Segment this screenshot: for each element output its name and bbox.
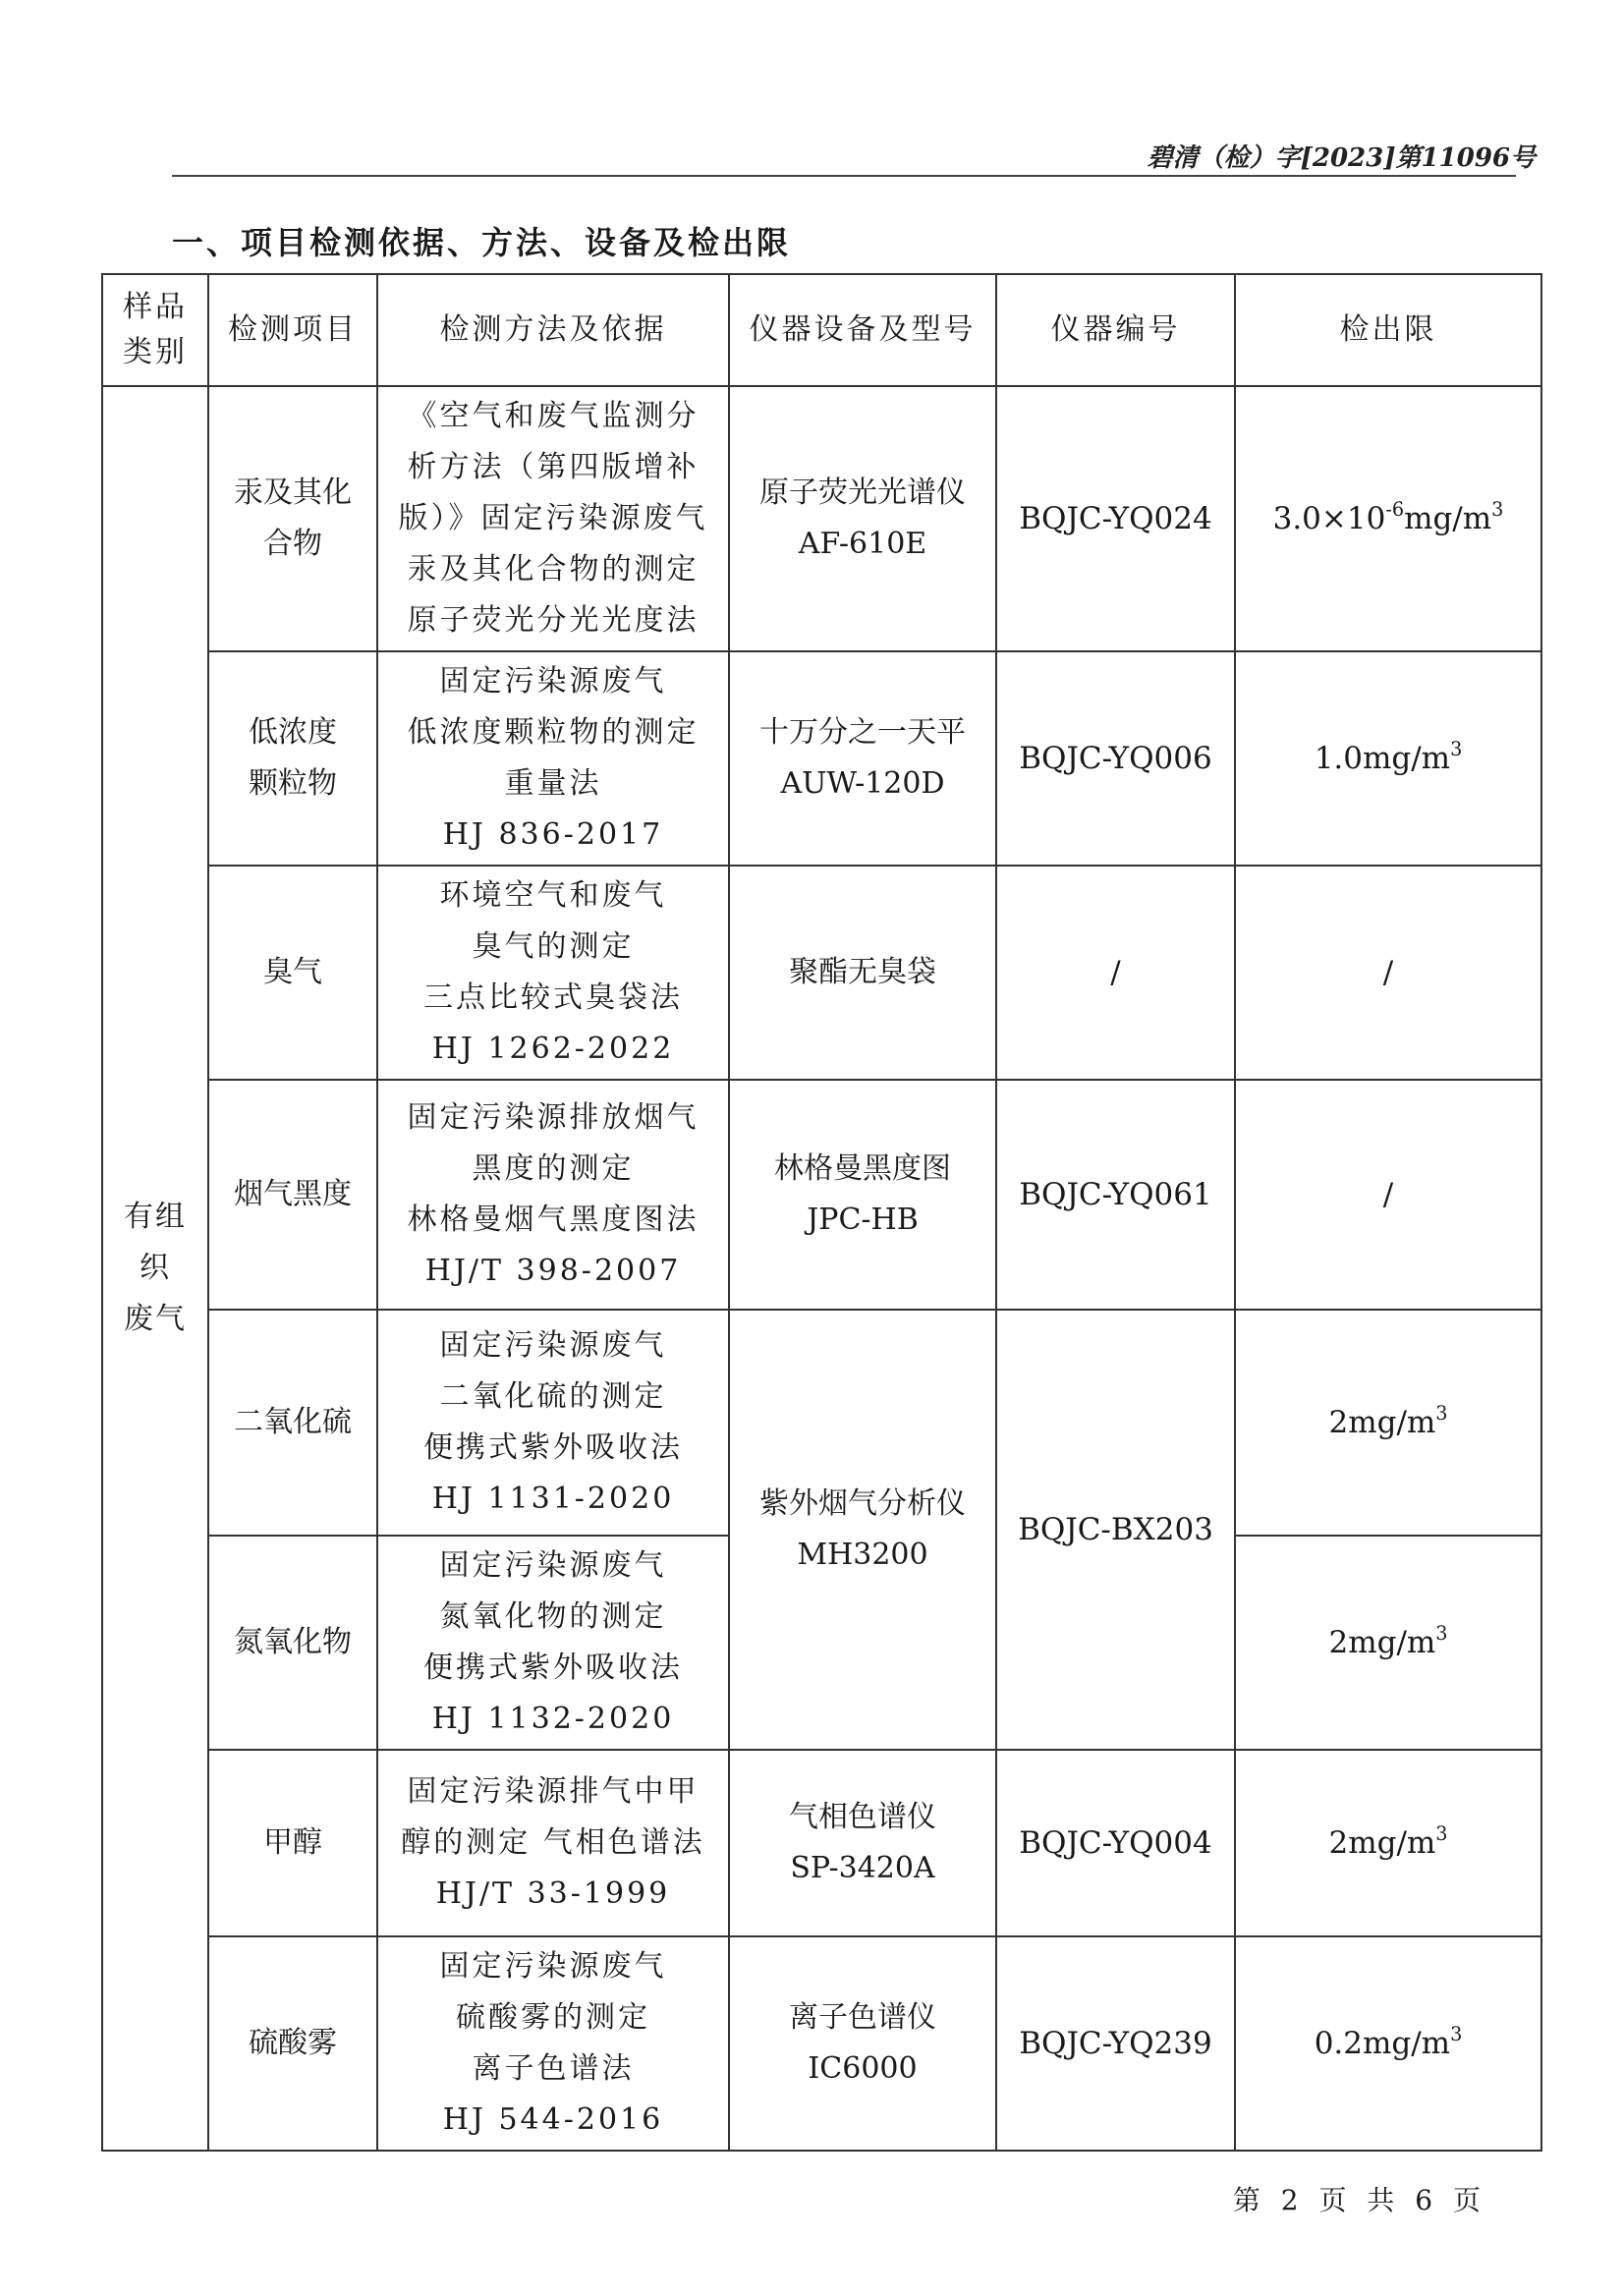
method-line: HJ/T 33-1999 — [435, 1876, 671, 1911]
instrument-line: AF-610E — [798, 527, 927, 561]
method-cell — [377, 1750, 729, 1936]
item-line: 甲醇 — [263, 1825, 322, 1860]
item-line: 低浓度 — [249, 715, 337, 750]
limit-unit: mg/m — [1363, 741, 1451, 776]
method-line: 版）》固定污染源废气 — [398, 501, 708, 535]
method-line: HJ 1262-2022 — [431, 1032, 675, 1066]
detection-limit-cell — [1235, 1310, 1541, 1536]
detection-limit-cell — [1235, 386, 1541, 651]
method-line: 三点比较式臭袋法 — [423, 980, 683, 1015]
method-line: HJ 544-2016 — [442, 2102, 664, 2137]
method-line: HJ 1132-2020 — [431, 1702, 675, 1736]
item-cell — [208, 1536, 377, 1750]
header-instrument: 仪器设备及型号 — [729, 274, 996, 386]
method-line: HJ 1131-2020 — [431, 1482, 675, 1516]
instrument-code-cell: BQJC-BX203 — [996, 1310, 1235, 1750]
instrument-line: 气相色谱仪 — [789, 1800, 936, 1834]
method-line: 固定污染源废气 — [439, 1328, 667, 1363]
table-row — [102, 1750, 1541, 1936]
method-line: 重量法 — [504, 766, 602, 801]
method-cell — [377, 1536, 729, 1750]
header-category-line: 样品 — [123, 290, 188, 324]
instrument-line: 离子色谱仪 — [789, 2000, 936, 2035]
method-line: 硫酸雾的测定 — [456, 2000, 650, 2035]
limit-unit-exponent: 3 — [1435, 1821, 1448, 1845]
limit-unit: mg/m — [1348, 1405, 1436, 1440]
method-line: 林格曼烟气黑度图法 — [407, 1203, 700, 1237]
method-cell — [377, 386, 729, 651]
header-item: 检测项目 — [208, 274, 377, 386]
section-title: 一、项目检测依据、方法、设备及检出限 — [172, 224, 792, 261]
document-number: 碧清（检）字[2023]第11096号 — [1147, 143, 1536, 173]
method-cell — [377, 1936, 729, 2151]
instrument-cell — [729, 866, 996, 1080]
instrument-code-cell: BQJC-YQ004 — [996, 1750, 1235, 1936]
item-cell — [208, 866, 377, 1080]
method-line: 便携式紫外吸收法 — [423, 1430, 683, 1465]
method-cell — [377, 651, 729, 866]
table-row — [102, 1936, 1541, 2151]
table-row — [102, 651, 1541, 866]
method-line: 臭气的测定 — [472, 929, 635, 964]
category-line: 废气 — [124, 1302, 187, 1336]
method-line: 析方法（第四版增补 — [407, 450, 700, 484]
method-line: HJ 836-2017 — [442, 817, 664, 852]
instrument-line: 聚酯无臭袋 — [789, 955, 936, 989]
item-line: 二氧化硫 — [234, 1405, 352, 1439]
instrument-code-cell: / — [996, 866, 1235, 1080]
detection-table — [101, 273, 1542, 2152]
item-line: 合物 — [263, 527, 322, 561]
limit-unit-exponent: 3 — [1435, 1621, 1448, 1645]
limit-unit-exponent: 3 — [1435, 1401, 1448, 1425]
instrument-line: 原子荧光光谱仪 — [759, 476, 966, 510]
limit-value: 0.2 — [1314, 2026, 1363, 2061]
method-line: 固定污染源废气 — [439, 1548, 667, 1583]
item-cell — [208, 1310, 377, 1536]
method-line: 原子荧光分光光度法 — [407, 603, 700, 638]
method-line: 固定污染源废气 — [439, 1949, 667, 1984]
method-line: HJ/T 398-2007 — [424, 1254, 682, 1288]
method-line: 黑度的测定 — [472, 1151, 635, 1186]
instrument-cell — [729, 386, 996, 651]
instrument-line: JPC-HB — [807, 1203, 919, 1237]
table-row — [102, 386, 1541, 651]
header-category-line: 类别 — [123, 335, 188, 369]
page-number: 第 2 页 共 6 页 — [1232, 2184, 1486, 2216]
table-row — [102, 1080, 1541, 1310]
detection-limit-cell — [1235, 651, 1541, 866]
method-line: 低浓度颗粒物的测定 — [407, 715, 700, 750]
item-line: 硫酸雾 — [249, 2026, 337, 2060]
instrument-cell — [729, 1936, 996, 2151]
method-cell — [377, 1080, 729, 1310]
header-category — [102, 274, 208, 386]
instrument-code-cell: BQJC-YQ239 — [996, 1936, 1235, 2151]
item-cell — [208, 1750, 377, 1936]
instrument-line: 紫外烟气分析仪 — [759, 1486, 966, 1521]
detection-limit-cell — [1235, 1536, 1541, 1750]
item-line: 臭气 — [263, 955, 322, 989]
method-cell — [377, 866, 729, 1080]
item-line: 汞及其化 — [234, 476, 352, 510]
instrument-line: 十万分之一天平 — [759, 715, 966, 750]
category-line: 有组 — [124, 1200, 187, 1234]
detection-limit-cell — [1235, 1936, 1541, 2151]
item-cell — [208, 651, 377, 866]
table-header-row — [102, 274, 1541, 386]
item-cell — [208, 1080, 377, 1310]
method-line: 《空气和废气监测分 — [407, 399, 700, 433]
limit-unit: mg/m — [1348, 1625, 1436, 1660]
limit-value: 2 — [1328, 1625, 1349, 1660]
instrument-line: IC6000 — [808, 2051, 918, 2086]
limit-value: 2 — [1328, 1405, 1349, 1440]
instrument-cell — [729, 1750, 996, 1936]
category-line: 织 — [140, 1251, 171, 1285]
limit-unit: mg/m — [1363, 2026, 1451, 2061]
item-cell — [208, 386, 377, 651]
instrument-cell — [729, 1310, 996, 1750]
method-line: 便携式紫外吸收法 — [423, 1651, 683, 1685]
table-row — [102, 866, 1541, 1080]
method-line: 固定污染源排放烟气 — [407, 1100, 700, 1135]
table-body — [102, 386, 1541, 2151]
limit-unit-exponent: 3 — [1450, 737, 1463, 760]
method-line: 环境空气和废气 — [439, 878, 667, 913]
limit-exponent: -6 — [1385, 497, 1405, 521]
instrument-line: MH3200 — [797, 1538, 928, 1572]
header-limit: 检出限 — [1235, 274, 1541, 386]
instrument-cell — [729, 1080, 996, 1310]
method-cell — [377, 1310, 729, 1536]
method-line: 汞及其化合物的测定 — [407, 552, 700, 587]
instrument-line: SP-3420A — [790, 1851, 935, 1885]
limit-value: 3.0×10 — [1272, 501, 1386, 536]
item-line: 氮氧化物 — [234, 1625, 352, 1659]
instrument-code-cell: BQJC-YQ006 — [996, 651, 1235, 866]
table-row — [102, 1310, 1541, 1536]
instrument-cell — [729, 651, 996, 866]
category-cell — [102, 386, 208, 2151]
limit-value: 1.0 — [1314, 741, 1363, 776]
limit-unit-exponent: 3 — [1450, 2022, 1463, 2045]
header-rule — [172, 175, 1516, 177]
detection-limit-cell: / — [1235, 1080, 1541, 1310]
item-line: 烟气黑度 — [234, 1177, 352, 1211]
method-line: 醇的测定 气相色谱法 — [401, 1825, 705, 1860]
limit-unit: mg/m — [1404, 501, 1492, 536]
limit-unit: mg/m — [1348, 1825, 1436, 1861]
method-line: 固定污染源排气中甲 — [407, 1774, 700, 1809]
instrument-code-cell: BQJC-YQ061 — [996, 1080, 1235, 1310]
method-line: 离子色谱法 — [472, 2051, 635, 2086]
header-method: 检测方法及依据 — [377, 274, 729, 386]
detection-limit-cell — [1235, 1750, 1541, 1936]
instrument-line: 林格曼黑度图 — [774, 1151, 951, 1186]
item-line: 颗粒物 — [249, 766, 337, 801]
instrument-code-cell: BQJC-YQ024 — [996, 386, 1235, 651]
limit-unit-exponent: 3 — [1491, 497, 1504, 521]
method-line: 氮氧化物的测定 — [439, 1599, 667, 1634]
method-line: 二氧化硫的测定 — [439, 1379, 667, 1414]
instrument-line: AUW-120D — [780, 766, 945, 801]
method-line: 固定污染源废气 — [439, 664, 667, 699]
header-code: 仪器编号 — [996, 274, 1235, 386]
detection-limit-cell: / — [1235, 866, 1541, 1080]
limit-value: 2 — [1328, 1825, 1349, 1861]
item-cell — [208, 1936, 377, 2151]
